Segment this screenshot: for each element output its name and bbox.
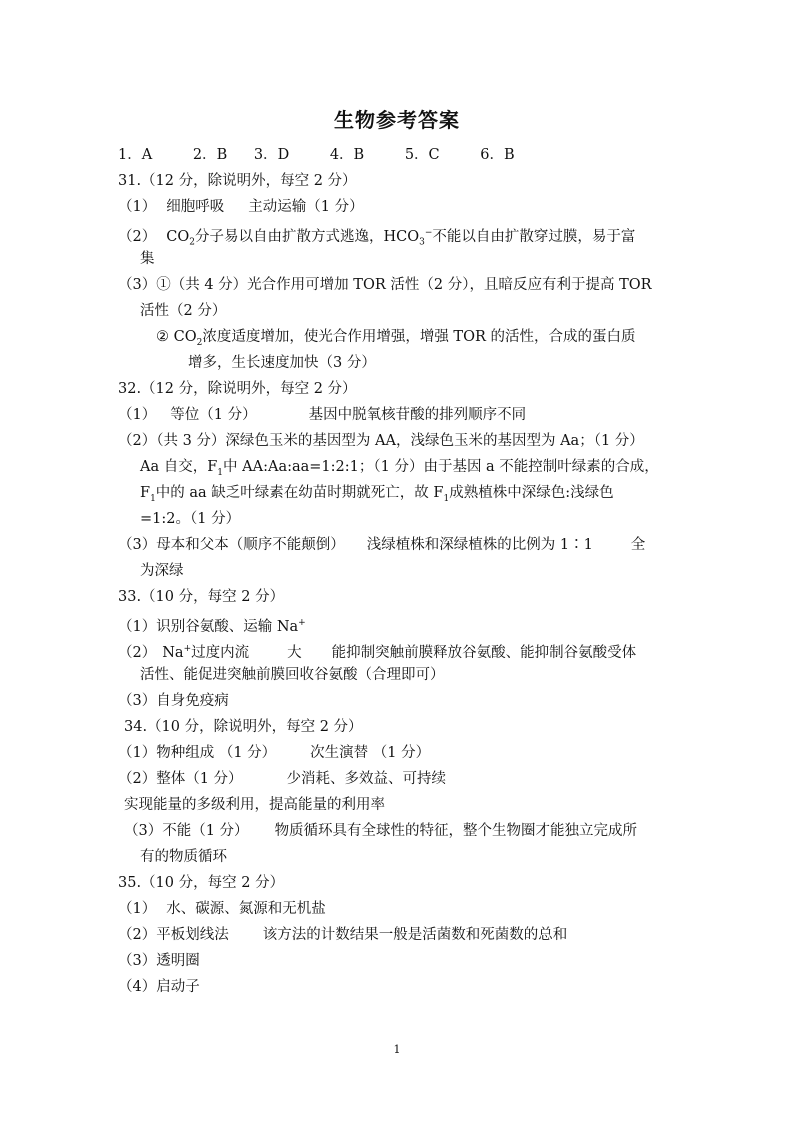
q31-part3-b-cont: 增多，生长速度加快（3 分） <box>188 355 376 371</box>
q35-part1: （1） 水、碳源、氮源和无机盐 <box>118 901 326 917</box>
q34-part2-cont: 实现能量的多级利用，提高能量的利用率 <box>124 797 385 813</box>
q32-part2-line3: $F_1$中的 aa 缺乏叶绿素在幼苗时期就死亡，故 $F_1$成熟植株中深绿色:浅绿色 <box>140 485 614 504</box>
page-number: 1 <box>393 1043 401 1056</box>
q34-part1: （1）物种组成 （1 分） 次生演替 （1 分） <box>118 745 431 761</box>
q32-part3: （3）母本和父本（顺序不能颠倒） 浅绿植株和深绿植株的比例为 1∶1 全 <box>118 537 646 553</box>
q32-header: 32.（12 分，除说明外，每空 2 分） <box>118 381 357 397</box>
q33-part3: （3）自身免疫病 <box>118 693 229 709</box>
q32-part2-line2: Aa 自交，$F_1$中 AA:Aa:aa=1:2:1；（1 分）由于基因 a 不能控制叶绿素的合成， <box>140 459 659 478</box>
q34-header: 34.（10 分，除说明外，每空 2 分） <box>124 719 363 735</box>
q31-part3-b: ② $CO_2$浓度适度增加，使光合作用增强，增强 TOR 的活性，合成的蛋白质 <box>156 329 636 348</box>
q31-header: 31.（12 分，除说明外，每空 2 分） <box>118 173 357 189</box>
q31-part2: （2） $CO_2$分子易以自由扩散方式逃逸，$HCO_3^-$不能以自由扩散穿过膜，易于富 <box>118 228 636 248</box>
q33-part2: （2） Na+过度内流 大 能抑制突触前膜释放谷氨酸、能抑制谷氨酸受体 <box>118 644 637 661</box>
q34-part3: （3）不能（1 分） 物质循环具有全球性的特征，整个生物圈才能独立完成所 <box>124 823 638 839</box>
mc-item: 6．B <box>480 147 515 163</box>
mc-item: 3．D <box>253 147 290 163</box>
mc-item: 4．B <box>329 147 365 163</box>
q34-part3-cont: 有的物质循环 <box>140 849 227 865</box>
q34-part2: （2）整体（1 分） 少消耗、多效益、可持续 <box>118 771 447 787</box>
mc-answers <box>118 146 515 164</box>
q35-part2: （2）平板划线法 该方法的计数结果一般是活菌数和死菌数的总和 <box>118 927 568 943</box>
q31-part3: （3）①（共 4 分）光合作用可增加 TOR 活性（2 分），且暗反应有利于提高 TOR <box>118 277 652 293</box>
q32-part2: （2）（共 3 分）深绿色玉米的基因型为 AA，浅绿色玉米的基因型为 Aa；（1 分） <box>118 433 644 449</box>
q31-part1: （1） 细胞呼吸 主动运输（1 分） <box>118 199 364 215</box>
page-title: 生物参考答案 <box>334 108 460 132</box>
q33-header: 33.（10 分，每空 2 分） <box>118 589 285 605</box>
q31-part2-cont: 集 <box>140 251 155 267</box>
q32-part1: （1） 等位（1 分） 基因中脱氧核苷酸的排列顺序不同 <box>118 407 527 423</box>
q35-header: 35.（10 分，每空 2 分） <box>118 875 285 891</box>
mc-item: 5．C <box>404 147 440 163</box>
mc-item: 2．B <box>192 147 228 163</box>
q35-part3: （3）透明圈 <box>118 953 200 969</box>
q33-part1: （1）识别谷氨酸、运输 Na+ <box>118 618 306 635</box>
q32-part3-cont: 为深绿 <box>140 563 184 579</box>
q31-part3-cont: 活性（2 分） <box>140 303 227 319</box>
q33-part2-cont: 活性、能促进突触前膜回收谷氨酸（合理即可） <box>140 667 445 683</box>
mc-item: 1．A <box>118 147 153 163</box>
q32-part2-line4: =1:2。（1 分） <box>140 511 241 527</box>
q35-part4: （4）启动子 <box>118 979 200 995</box>
